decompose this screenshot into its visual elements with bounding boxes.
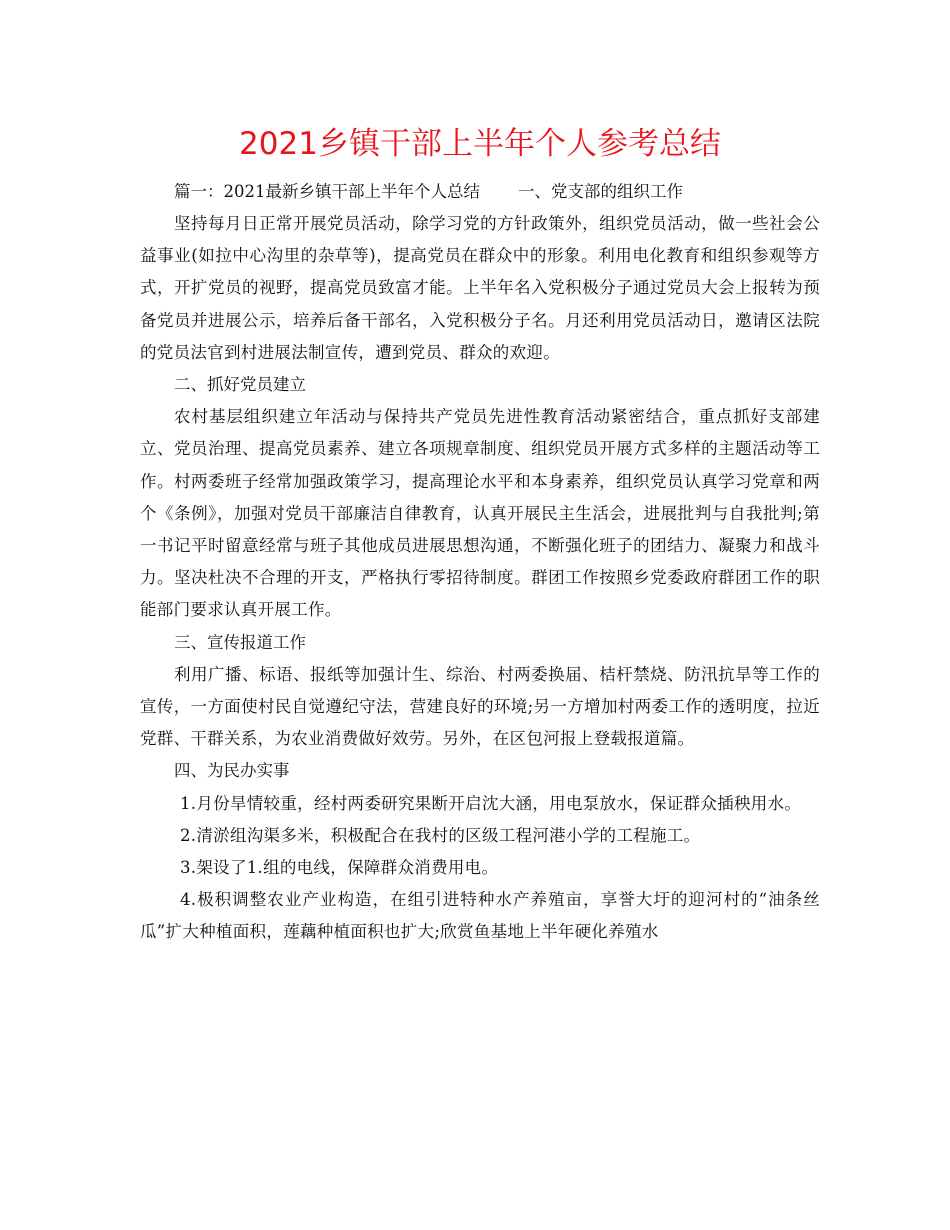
section4-heading: 四、为民办实事: [174, 761, 290, 781]
section2-paragraph: 农村基层组织建立年活动与保持共产党员先进性教育活动紧密结合，重点抓好支部建立、党员治理、提高党员素养、建立各项规章制度、组织党员开展方式多样的主题活动等工作。村两委班子经常加强政策学习，提高理论水平和本身素养，组织党员认真学习党章和两个《条例》，加强对党员干部廉洁自律教育，认真开展民主生活会，进展批判与自我批判;第一书记平时留意经常与班子其他成员进展思想沟通，不断强化班子的团结力、凝聚力和战斗力。坚决杜决不合理的开支，严格执行零招待制度。群团工作按照乡党委政府群团工作的职能部门要求认真开展工作。: [140, 407, 820, 620]
document-page: [140, 118, 820, 949]
document-subtitle-line: [140, 176, 820, 208]
list-item: 4.极积调整农业产业构造，在组引进特种水产养殖亩，享誉大圩的迎河村的“油条丝瓜”扩大种植面积，莲藕种植面积也扩大;欣赏鱼基地上半年硬化养殖水: [140, 890, 820, 942]
section1-heading: 一、党支部的组织工作: [518, 182, 683, 201]
section1-paragraph: 坚持每月日正常开展党员活动，除学习党的方针政策外，组织党员活动，做一些社会公益事业(如拉中心沟里的杂草等)，提高党员在群众中的形象。利用电化教育和组织参观等方式，开扩党员的视野，提高党员致富才能。上半年名入党积极分子通过党员大会上报转为预备党员并进展公示，培养后备干部名，入党积极分子名。月还利用党员活动日，邀请区法院的党员法官到村进展法制宣传，遭到党员、群众的欢迎。: [140, 214, 820, 362]
list-item: 1.月份旱情较重，经村两委研究果断开启沈大涵，用电泵放水，保证群众插秧用水。: [180, 793, 802, 813]
subtitle-left: 篇一：2021最新乡镇干部上半年个人总结: [174, 182, 480, 201]
list-item: 3.架设了1.组的电线，保障群众消费用电。: [180, 858, 499, 878]
section2-heading: 二、抓好党员建立: [174, 375, 306, 395]
section3-paragraph: 利用广播、标语、报纸等加强计生、综治、村两委换届、桔杆禁烧、防汛抗旱等工作的宣传，一方面使村民自觉遵纪守法，营建良好的环境;另一方增加村两委工作的透明度，拉近党群、干群关系，为农业消费做好效劳。另外，在区包河报上登载报道篇。: [140, 664, 820, 749]
section3-heading: 三、宣传报道工作: [174, 632, 306, 652]
document-title: 2021乡镇干部上半年个人参考总结: [239, 126, 721, 162]
list-item: 2.清淤组沟渠多米，积极配合在我村的区级工程河港小学的工程施工。: [180, 825, 701, 845]
